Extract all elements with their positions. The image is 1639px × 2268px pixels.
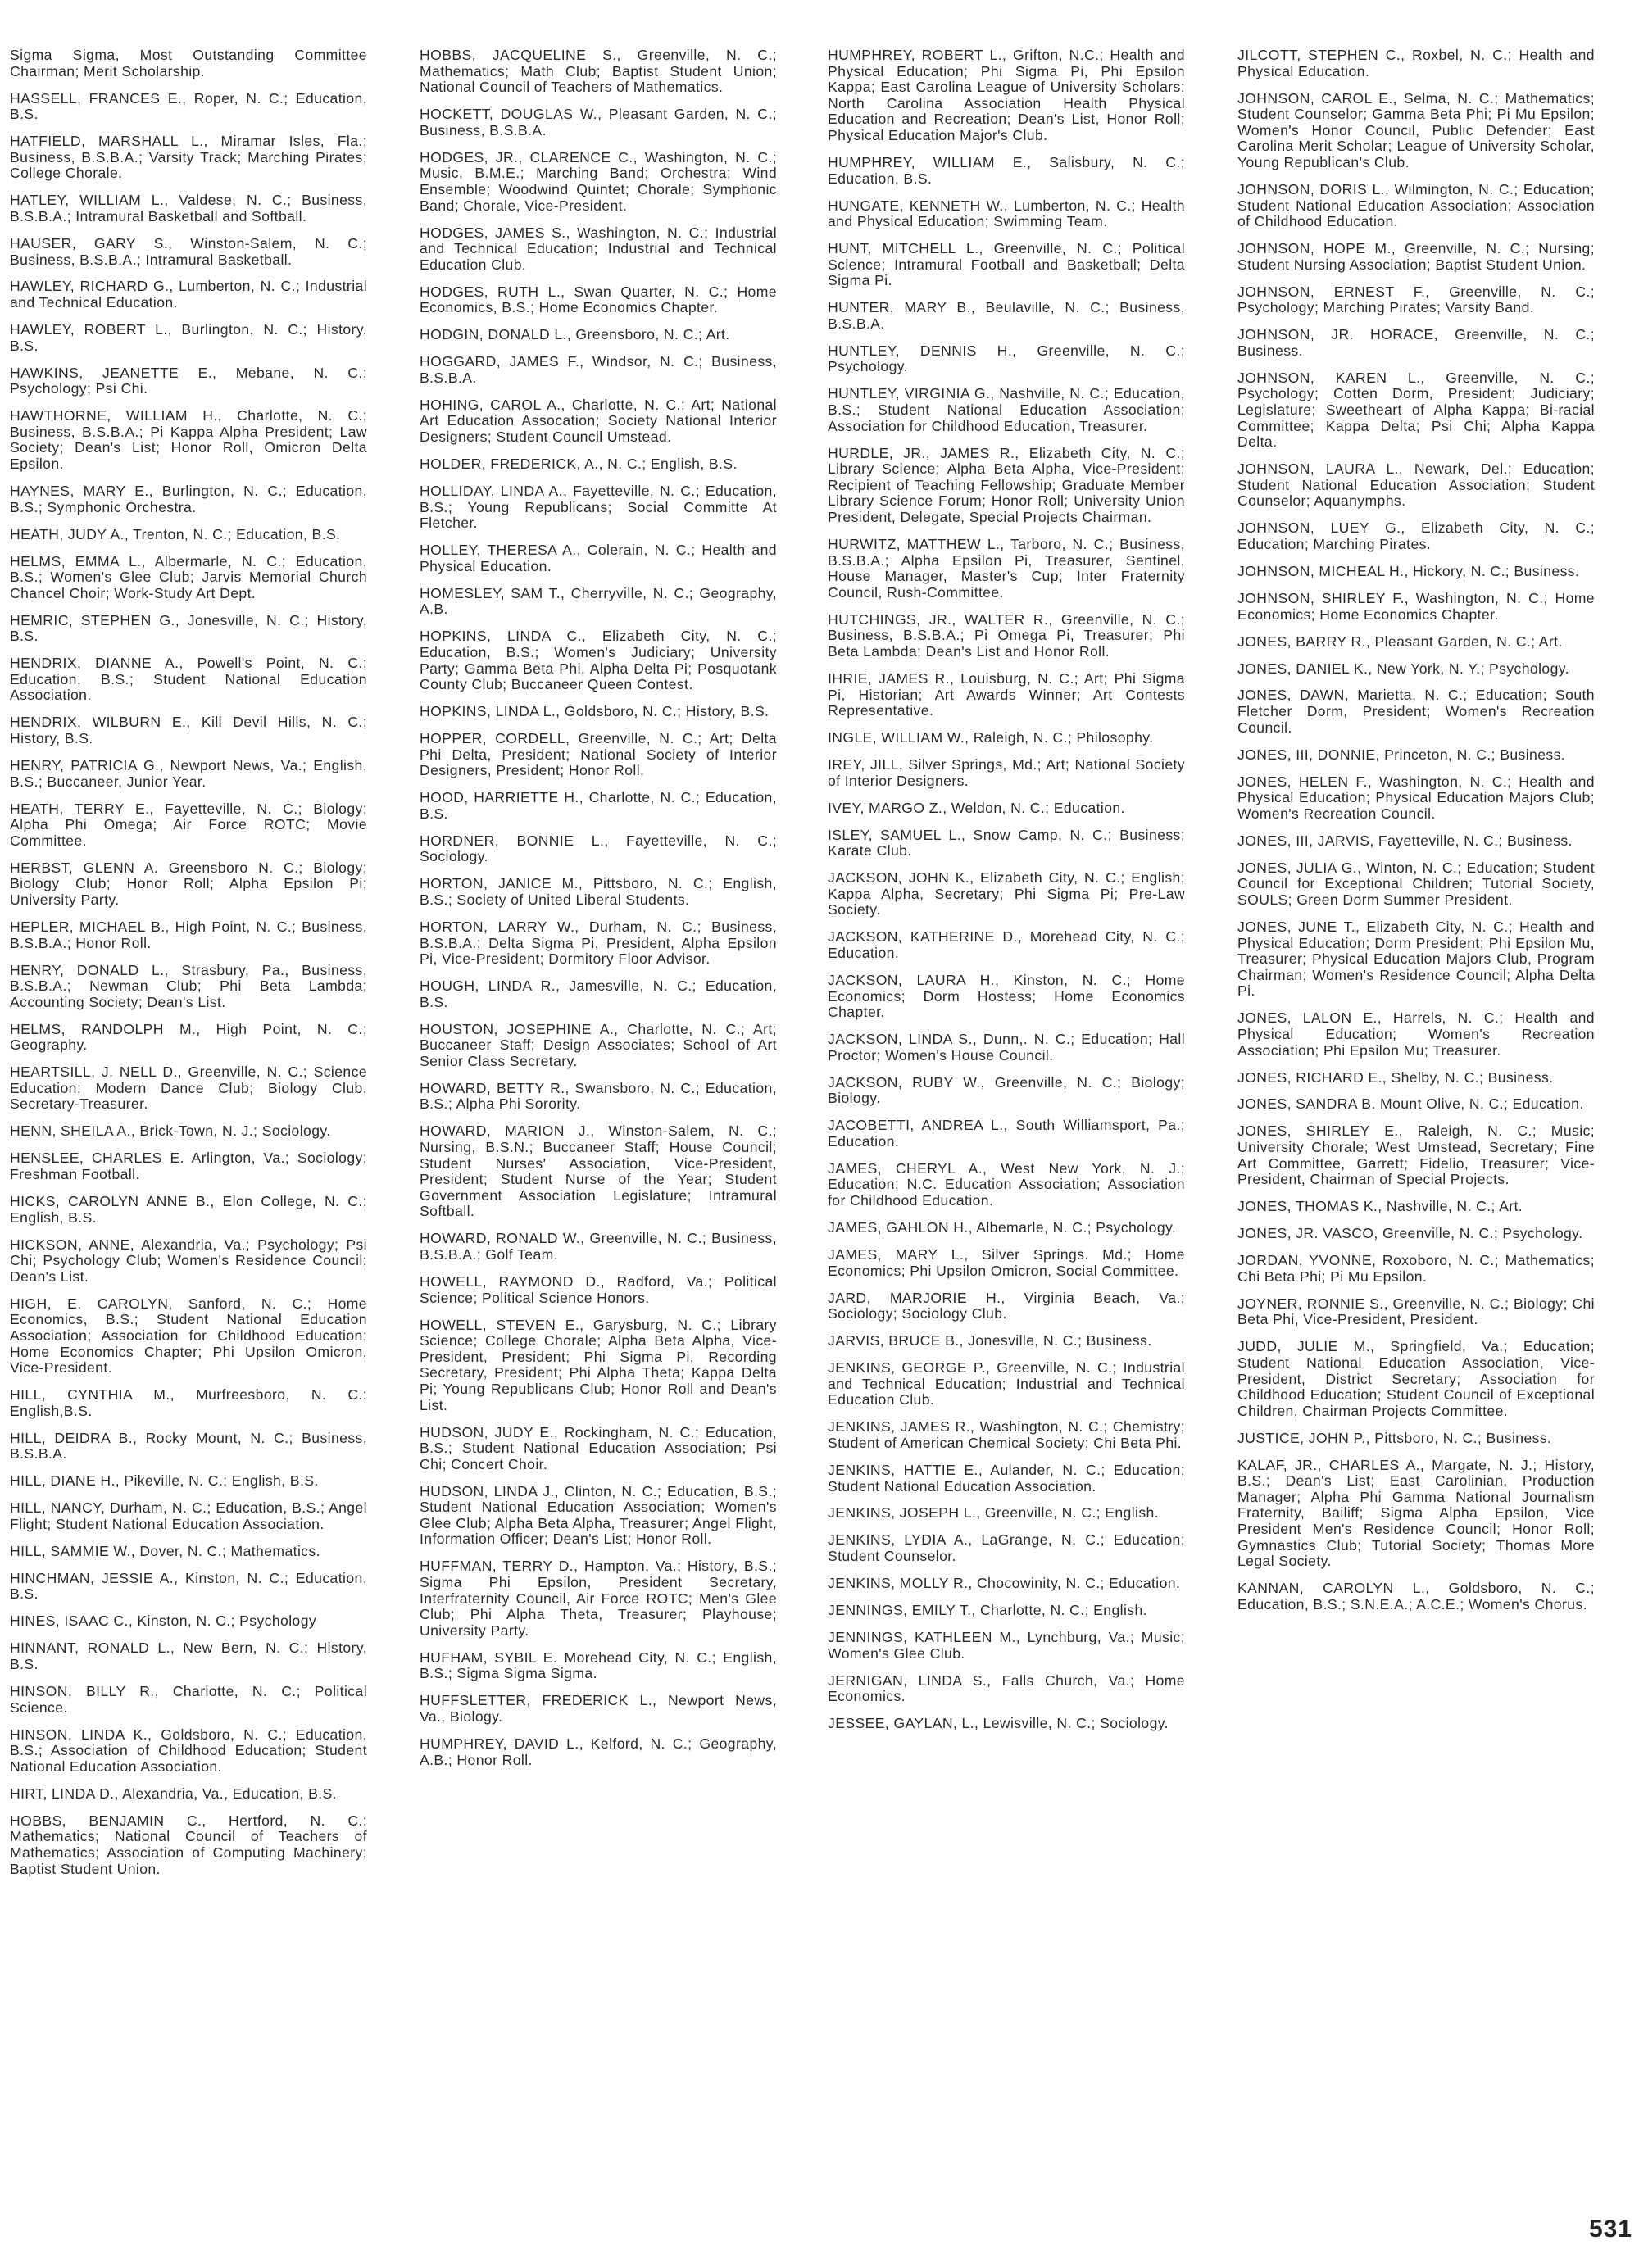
- student-entry: HICKSON, ANNE, Alexandria, Va.; Psychology; Psi Chi; Psychology Club; Women's Residence Council; Dean's List.: [10, 1236, 367, 1285]
- student-entry: JENKINS, GEORGE P., Greenville, N. C.; Industrial and Technical Education; Industrial and Technical Education Club.: [828, 1359, 1185, 1408]
- student-entry: HILL, SAMMIE W., Dover, N. C.; Mathematics.: [10, 1542, 320, 1559]
- student-entry: HERBST, GLENN A. Greensboro N. C.; Biology; Biology Club; Honor Roll; Alpha Epsilon Pi; University Party.: [10, 859, 367, 908]
- student-entry: ISLEY, SAMUEL L., Snow Camp, N. C.; Business; Karate Club.: [828, 826, 1185, 860]
- student-entry: HINES, ISAAC C., Kinston, N. C.; Psychology: [10, 1613, 317, 1630]
- student-entry: JONES, III, DONNIE, Princeton, N. C.; Business.: [1237, 746, 1566, 763]
- student-entry: JOHNSON, KAREN L., Greenville, N. C.; Psychology; Cotten Dorm, President; Judiciary; Legislature; Sweetheart of Alpha Kappa; Bi-racial Committee; Kappa Delta; Psi Chi; Alpha Kappa Delta.: [1237, 369, 1595, 451]
- student-entry: HOBBS, JACQUELINE S., Greenville, N. C.; Mathematics; Math Club; Baptist Student Union; National Council of Teachers of Mathematics.: [420, 47, 777, 96]
- student-entry: HOPKINS, LINDA C., Elizabeth City, N. C.; Education, B.S.; Women's Judiciary; University Party; Gamma Beta Phi, Alpha Delta Pi; Posquotank County Club; Buccaneer Queen Contest.: [420, 628, 777, 693]
- student-entry: JOHNSON, LAURA L., Newark, Del.; Education; Student National Education Association; Student Counselor; Aquanymphs.: [1237, 460, 1595, 510]
- student-entry: HENN, SHEILA A., Brick-Town, N. J.; Sociology.: [10, 1123, 331, 1140]
- text-column-3: [828, 48, 1185, 1743]
- student-entry: JONES, JULIA G., Winton, N. C.; Education; Student Council for Exceptional Children; Tutorial Society, SOULS; Green Dorm Summer President.: [1237, 859, 1595, 908]
- student-entry: JONES, HELEN F., Washington, N. C.; Health and Physical Education; Physical Education Majors Club; Women's Recreation Council.: [1237, 773, 1595, 822]
- student-entry: HOWARD, BETTY R., Swansboro, N. C.; Education, B.S.; Alpha Phi Sorority.: [420, 1079, 777, 1113]
- student-entry: HAWLEY, RICHARD G., Lumberton, N. C.; Industrial and Technical Education.: [10, 278, 367, 311]
- student-entry: HILL, DEIDRA B., Rocky Mount, N. C.; Business, B.S.B.A.: [10, 1429, 367, 1463]
- student-entry: JONES, LALON E., Harrels, N. C.; Health and Physical Education; Women's Recreation Association; Phi Epsilon Mu; Treasurer.: [1237, 1009, 1595, 1059]
- student-entry: HOCKETT, DOUGLAS W., Pleasant Garden, N. C.; Business, B.S.B.A.: [420, 106, 777, 138]
- student-entry: HINNANT, RONALD L., New Bern, N. C.; History, B.S.: [10, 1640, 367, 1672]
- student-entry: KANNAN, CAROLYN L., Goldsboro, N. C.; Education, B.S.; S.N.E.A.; A.C.E.; Women's Chorus.: [1237, 1580, 1595, 1613]
- student-entry: HAWKINS, JEANETTE E., Mebane, N. C.; Psychology; Psi Chi.: [10, 364, 367, 397]
- student-entry: HATLEY, WILLIAM L., Valdese, N. C.; Business, B.S.B.A.; Intramural Basketball and Softball.: [10, 192, 367, 225]
- student-entry: JENKINS, MOLLY R., Chocowinity, N. C.; Education.: [828, 1575, 1181, 1592]
- text-column-1: [10, 48, 367, 1888]
- student-entry: JAMES, GAHLON H., Albemarle, N. C.; Psychology.: [828, 1219, 1177, 1236]
- student-entry: JOHNSON, LUEY G., Elizabeth City, N. C.; Education; Marching Pirates.: [1237, 519, 1595, 552]
- student-entry: HINCHMAN, JESSIE A., Kinston, N. C.; Education, B.S.: [10, 1569, 367, 1603]
- student-entry: HUFHAM, SYBIL E. Morehead City, N. C.; English, B.S.; Sigma Sigma Sigma.: [420, 1649, 777, 1682]
- student-entry: KALAF, JR., CHARLES A., Margate, N. J.; History, B.S.; Dean's List; East Carolinian, Production Manager; Alpha Phi Gamma National Journalism Fraternity, Bailiff; Sigma Alpha Epsilon, Vice President Men's Residence Council; Honor Roll; Gymnastics Club; Tutorial Society; Thomas More Legal Society.: [1237, 1456, 1595, 1570]
- student-entry: JENNINGS, EMILY T., Charlotte, N. C.; English.: [828, 1602, 1147, 1619]
- student-entry: JARVIS, BRUCE B., Jonesville, N. C.; Business.: [828, 1332, 1152, 1349]
- student-entry: HUDSON, JUDY E., Rockingham, N. C.; Education, B.S.; Student National Education Association; Psi Chi; Concert Choir.: [420, 1423, 777, 1472]
- student-entry: JAMES, MARY L., Silver Springs. Md.; Home Economics; Phi Upsilon Omicron, Social Committee.: [828, 1246, 1185, 1279]
- student-entry: HEMRIC, STEPHEN G., Jonesville, N. C.; History, B.S.: [10, 611, 367, 645]
- student-entry: HAYNES, MARY E., Burlington, N. C.; Education, B.S.; Symphonic Orchestra.: [10, 482, 367, 515]
- student-entry: JACKSON, JOHN K., Elizabeth City, N. C.; English; Kappa Alpha, Secretary; Phi Sigma Pi; Pre-Law Society.: [828, 869, 1185, 919]
- student-entry: HUDSON, LINDA J., Clinton, N. C.; Education, B.S.; Student National Education Association; Women's Glee Club; Alpha Beta Alpha, Treasurer; Angel Flight, Information Officer; Dean's List; Honor Roll.: [420, 1482, 777, 1548]
- student-entry: JONES, THOMAS K., Nashville, N. C.; Art.: [1237, 1198, 1523, 1215]
- student-entry: JENKINS, HATTIE E., Aulander, N. C.; Education; Student National Education Association.: [828, 1461, 1185, 1495]
- student-entry: HODGIN, DONALD L., Greensboro, N. C.; Art.: [420, 326, 730, 343]
- student-entry: JOHNSON, ERNEST F., Greenville, N. C.; Psychology; Marching Pirates; Varsity Band.: [1237, 283, 1595, 316]
- student-entry: HELMS, EMMA L., Albermarle, N. C.; Education, B.S.; Women's Glee Club; Jarvis Memorial Church Chancel Choir; Work-Study Art Dept.: [10, 552, 367, 601]
- student-entry: JENKINS, JOSEPH L., Greenville, N. C.; English.: [828, 1504, 1160, 1522]
- student-entry: JONES, III, JARVIS, Fayetteville, N. C.; Business.: [1237, 832, 1573, 849]
- student-entry: HUMPHREY, ROBERT L., Grifton, N.C.; Health and Physical Education; Phi Sigma Pi, Phi Epsilon Kappa; East Carolina League of University Scholars; North Carolina Association Health Physical Education and Recreation; Dean's List, Honor Roll; Physical Education Major's Club.: [828, 47, 1185, 143]
- student-entry: HUFFMAN, TERRY D., Hampton, Va.; History, B.S.; Sigma Phi Epsilon, President Secretary, Interfraternity Council, Air Force ROTC; Men's Glee Club; Phi Alpha Theta, Treasurer; Playhouse; University Party.: [420, 1558, 777, 1639]
- student-entry: HODGES, JAMES S., Washington, N. C.; Industrial and Technical Education; Industrial and Technical Education Club.: [420, 224, 777, 273]
- student-entry: JONES, RICHARD E., Shelby, N. C.; Business.: [1237, 1068, 1554, 1086]
- student-entry: HASSELL, FRANCES E., Roper, N. C.; Education, B.S.: [10, 89, 367, 123]
- student-entry: JAMES, CHERYL A., West New York, N. J.; Education; N.C. Education Association; Association for Childhood Education.: [828, 1159, 1185, 1209]
- student-entry: HAUSER, GARY S., Winston-Salem, N. C.; Business, B.S.B.A.; Intramural Basketball.: [10, 234, 367, 268]
- student-entry: HUMPHREY, DAVID L., Kelford, N. C.; Geography, A.B.; Honor Roll.: [420, 1735, 777, 1768]
- student-entry: HICKS, CAROLYN ANNE B., Elon College, N. C.; English, B.S.: [10, 1193, 367, 1226]
- student-entry: JACKSON, LINDA S., Dunn,. N. C.; Education; Hall Proctor; Women's House Council.: [828, 1031, 1185, 1064]
- student-entry: JONES, JR. VASCO, Greenville, N. C.; Psychology.: [1237, 1225, 1583, 1242]
- student-entry: JARD, MARJORIE H., Virginia Beach, Va.; Sociology; Sociology Club.: [828, 1289, 1185, 1322]
- student-entry: JOYNER, RONNIE S., Greenville, N. C.; Biology; Chi Beta Phi, Vice-President, President.: [1237, 1295, 1595, 1328]
- student-entry: HOWARD, MARION J., Winston-Salem, N. C.; Nursing, B.S.N.; Buccaneer Staff; House Council; Student Nurses' Association, Vice-President, President; Student Nurse of the Year; Student Government Association Legislature; Intramural Softball.: [420, 1123, 777, 1220]
- student-entry: HUNTLEY, VIRGINIA G., Nashville, N. C.; Education, B.S.; Student National Education Association; Association for Childhood Education, Treasurer.: [828, 385, 1185, 434]
- student-entry: JOHNSON, JR. HORACE, Greenville, N. C.; Business.: [1237, 326, 1595, 359]
- student-entry: HOWELL, RAYMOND D., Radford, Va.; Political Science; Political Science Honors.: [420, 1273, 777, 1306]
- student-entry: JOHNSON, SHIRLEY F., Washington, N. C.; Home Economics; Home Economics Chapter.: [1237, 589, 1595, 623]
- student-entry: HUNTLEY, DENNIS H., Greenville, N. C.; Psychology.: [828, 342, 1185, 375]
- student-entry: IVEY, MARGO Z., Weldon, N. C.; Education.: [828, 799, 1125, 816]
- student-entry: JOHNSON, HOPE M., Greenville, N. C.; Nursing; Student Nursing Association; Baptist Student Union.: [1237, 240, 1595, 273]
- student-entry: JERNIGAN, LINDA S., Falls Church, Va.; Home Economics.: [828, 1672, 1185, 1705]
- student-entry: HORTON, JANICE M., Pittsboro, N. C.; English, B.S.; Society of United Liberal Students.: [420, 875, 777, 908]
- student-entry: HEPLER, MICHAEL B., High Point, N. C.; Business, B.S.B.A.; Honor Roll.: [10, 918, 367, 951]
- student-entry: JOHNSON, CAROL E., Selma, N. C.; Mathematics; Student Counselor; Gamma Beta Phi; Pi Mu Epsilon; Women's Honor Council, Public Defender; East Carolina Merit Scholar; League of University Scholar, Young Republican's Club.: [1237, 89, 1595, 170]
- student-entry: JONES, DANIEL K., New York, N. Y.; Psychology.: [1237, 660, 1569, 677]
- student-entry: HENRY, PATRICIA G., Newport News, Va.; English, B.S.; Buccaneer, Junior Year.: [10, 757, 367, 790]
- student-entry: HIRT, LINDA D., Alexandria, Va., Education, B.S.: [10, 1785, 337, 1802]
- student-entry: HINSON, LINDA K., Goldsboro, N. C.; Education, B.S.; Association of Childhood Education; Student National Education Association.: [10, 1726, 367, 1775]
- student-entry: HEARTSILL, J. NELL D., Greenville, N. C.; Science Education; Modern Dance Club; Biology Club, Secretary-Treasurer.: [10, 1064, 367, 1113]
- student-entry: INGLE, WILLIAM W., Raleigh, N. C.; Philosophy.: [828, 729, 1154, 746]
- student-entry: HILL, NANCY, Durham, N. C.; Education, B.S.; Angel Flight; Student National Education Association.: [10, 1499, 367, 1532]
- student-entry: HURWITZ, MATTHEW L., Tarboro, N. C.; Business, B.S.B.A.; Alpha Epsilon Pi, Treasurer, Sentinel, House Manager, Master's Cup; Inter Fraternity Council, Rush-Committee.: [828, 535, 1185, 601]
- student-entry: JONES, SANDRA B. Mount Olive, N. C.; Education.: [1237, 1095, 1584, 1113]
- student-entry: JACKSON, KATHERINE D., Morehead City, N. C.; Education.: [828, 928, 1185, 961]
- student-entry: HUNTER, MARY B., Beulaville, N. C.; Business, B.S.B.A.: [828, 299, 1185, 332]
- student-entry: HUFFSLETTER, FREDERICK L., Newport News, Va., Biology.: [420, 1692, 777, 1725]
- student-entry: JACKSON, RUBY W., Greenville, N. C.; Biology; Biology.: [828, 1073, 1185, 1107]
- student-entry: JONES, SHIRLEY E., Raleigh, N. C.; Music; University Chorale; West Umstead, Secretary; Fine Art Committee, Garrett; Fidelio, Treasurer; Vice-President, Chairman of Special Projects.: [1237, 1123, 1595, 1188]
- student-entry: HENSLEE, CHARLES E. Arlington, Va.; Sociology; Freshman Football.: [10, 1150, 367, 1183]
- text-column-4: [1237, 48, 1595, 1624]
- student-entry: HOMESLEY, SAM T., Cherryville, N. C.; Geography, A.B.: [420, 584, 777, 618]
- student-entry: HOPPER, CORDELL, Greenville, N. C.; Art; Delta Phi Delta, President; National Society of Interior Designers, President; Honor Roll.: [420, 730, 777, 779]
- student-entry: IHRIE, JAMES R., Louisburg, N. C.; Art; Phi Sigma Pi, Historian; Art Awards Winner; Art Contests Representative.: [828, 669, 1185, 719]
- student-entry: HOGGARD, JAMES F., Windsor, N. C.; Business, B.S.B.A.: [420, 353, 777, 386]
- student-entry: JENNINGS, KATHLEEN M., Lynchburg, Va.; Music; Women's Glee Club.: [828, 1629, 1185, 1662]
- student-entry: JONES, DAWN, Marietta, N. C.; Education; South Fletcher Dorm, President; Women's Recreation Council.: [1237, 687, 1595, 736]
- student-entry: HILL, DIANE H., Pikeville, N. C.; English, B.S.: [10, 1472, 319, 1490]
- student-entry: HUTCHINGS, JR., WALTER R., Greenville, N. C.; Business, B.S.B.A.; Pi Omega Pi, Treasurer; Phi Beta Lambda; Dean's List and Honor Roll.: [828, 610, 1185, 660]
- student-entry: HEATH, TERRY E., Fayetteville, N. C.; Biology; Alpha Phi Omega; Air Force ROTC; Movie Committee.: [10, 800, 367, 849]
- student-entry: HINSON, BILLY R., Charlotte, N. C.; Political Science.: [10, 1682, 367, 1716]
- student-entry: HOLDER, FREDERICK, A., N. C.; English, B.S.: [420, 456, 738, 472]
- student-entry: HENRY, DONALD L., Strasbury, Pa., Business, B.S.B.A.; Newman Club; Phi Beta Lambda; Accounting Society; Dean's List.: [10, 961, 367, 1010]
- student-entry: JONES, JUNE T., Elizabeth City, N. C.; Health and Physical Education; Dorm President; Phi Epsilon Mu, Treasurer; Physical Education Majors Club, Program Chairman; Women's Residence Council; Alpha Delta Pi.: [1237, 918, 1595, 1000]
- student-entry: JENKINS, JAMES R., Washington, N. C.; Chemistry; Student of American Chemical Society; Chi Beta Phi.: [828, 1418, 1185, 1451]
- student-entry: HOBBS, BENJAMIN C., Hertford, N. C.; Mathematics; National Council of Teachers of Mathematics; Association of Computing Machinery; Baptist Student Union.: [10, 1812, 367, 1877]
- student-entry: HOLLEY, THERESA A., Colerain, N. C.; Health and Physical Education.: [420, 542, 777, 574]
- student-entry: JESSEE, GAYLAN, L., Lewisville, N. C.; Sociology.: [828, 1715, 1169, 1732]
- student-entry: HENDRIX, DIANNE A., Powell's Point, N. C.; Education, B.S.; Student National Education Association.: [10, 655, 367, 704]
- student-entry: HENDRIX, WILBURN E., Kill Devil Hills, N. C.; History, B.S.: [10, 714, 367, 747]
- student-entry: HOUSTON, JOSEPHINE A., Charlotte, N. C.; Art; Buccaneer Staff; Design Associates; School of Art Senior Class Secretary.: [420, 1020, 777, 1069]
- student-entry: HUNGATE, KENNETH W., Lumberton, N. C.; Health and Physical Education; Swimming Team.: [828, 197, 1185, 230]
- student-entry: HORDNER, BONNIE L., Fayetteville, N. C.; Sociology.: [420, 832, 777, 865]
- student-entry: HORTON, LARRY W., Durham, N. C.; Business, B.S.B.A.; Delta Sigma Pi, President, Alpha Epsilon Pi, Vice-President; Dormitory Floor Advisor.: [420, 918, 777, 968]
- student-entry: HOHING, CAROL A., Charlotte, N. C.; Art; National Art Education Assocation; Society National Interior Designers; Student Council Umstead.: [420, 396, 777, 446]
- page-number: 531: [1588, 2216, 1632, 2243]
- student-entry: HOWARD, RONALD W., Greenville, N. C.; Business, B.S.B.A.; Golf Team.: [420, 1230, 777, 1263]
- student-entry: HAWLEY, ROBERT L., Burlington, N. C.; History, B.S.: [10, 321, 367, 354]
- student-entry: JUSTICE, JOHN P., Pittsboro, N. C.; Business.: [1237, 1429, 1552, 1446]
- student-entry: HUNT, MITCHELL L., Greenville, N. C.; Political Science; Intramural Football and Basketball; Delta Sigma Pi.: [828, 240, 1185, 289]
- student-entry: HURDLE, JR., JAMES R., Elizabeth City, N. C.; Library Science; Alpha Beta Alpha, Vice-President; Recipient of Teaching Fellowship; Graduate Member Library Science Forum; Honor Roll; University Union President, Delegate, Special Projects Chairman.: [828, 444, 1185, 525]
- student-entry: HOOD, HARRIETTE H., Charlotte, N. C.; Education, B.S.: [420, 789, 777, 822]
- student-entry: HELMS, RANDOLPH M., High Point, N. C.; Geography.: [10, 1020, 367, 1054]
- student-entry: HOLLIDAY, LINDA A., Fayetteville, N. C.; Education, B.S.; Young Republicans; Social Committe At Fletcher.: [420, 482, 777, 532]
- student-entry: HATFIELD, MARSHALL L., Miramar Isles, Fla.; Business, B.S.B.A.; Varsity Track; Marching Pirates; College Chorale.: [10, 133, 367, 182]
- student-entry: JORDAN, YVONNE, Roxoboro, N. C.; Mathematics; Chi Beta Phi; Pi Mu Epsilon.: [1237, 1252, 1595, 1285]
- student-entry: JOHNSON, MICHEAL H., Hickory, N. C.; Business.: [1237, 562, 1580, 579]
- student-entry: HOWELL, STEVEN E., Garysburg, N. C.; Library Science; College Chorale; Alpha Beta Alpha, Vice-President, President; Phi Sigma Pi, Recording Secretary, President; Phi Alpha Theta; Kappa Delta Pi; Young Republicans Club; Honor Roll and Dean's List.: [420, 1316, 777, 1413]
- student-entry: HIGH, E. CAROLYN, Sanford, N. C.; Home Economics, B.S.; Student National Education Association; Association for Childhood Education; Home Economics Chapter; Phi Upsilon Omicron, Vice-President.: [10, 1295, 367, 1377]
- student-entry: IREY, JILL, Silver Springs, Md.; Art; National Society of Interior Designers.: [828, 756, 1185, 789]
- student-entry: JENKINS, LYDIA A., LaGrange, N. C.; Education; Student Counselor.: [828, 1531, 1185, 1565]
- text-column-2: [420, 48, 777, 1780]
- student-entry: JACKSON, LAURA H., Kinston, N. C.; Home Economics; Dorm Hostess; Home Economics Chapter.: [828, 971, 1185, 1021]
- student-entry: HODGES, JR., CLARENCE C., Washington, N. C.; Music, B.M.E.; Marching Band; Orchestra; Wind Ensemble; Woodwind Quintet; Chorale; Symphonic Band; Chorale, Vice-President.: [420, 148, 777, 214]
- student-entry: HOPKINS, LINDA L., Goldsboro, N. C.; History, B.S.: [420, 703, 770, 720]
- student-entry: HOUGH, LINDA R., Jamesville, N. C.; Education, B.S.: [420, 978, 777, 1010]
- student-entry: JOHNSON, DORIS L., Wilmington, N. C.; Education; Student National Education Association; Association of Childhood Education.: [1237, 180, 1595, 230]
- student-entry: JUDD, JULIE M., Springfield, Va.; Education; Student National Education Association, Vice-President, District Secretary; Association for Childhood Education; Student Council of Exceptional Children, Chairman Projects Committee.: [1237, 1338, 1595, 1419]
- student-entry: HUMPHREY, WILLIAM E., Salisbury, N. C.; Education, B.S.: [828, 153, 1185, 187]
- student-entry: Sigma Sigma, Most Outstanding Committee Chairman; Merit Scholarship.: [10, 47, 367, 79]
- student-entry: HILL, CYNTHIA M., Murfreesboro, N. C.; English,B.S.: [10, 1386, 367, 1419]
- student-entry: HEATH, JUDY A., Trenton, N. C.; Education, B.S.: [10, 525, 341, 542]
- student-entry: JACOBETTI, ANDREA L., South Williamsport, Pa.; Education.: [828, 1117, 1185, 1150]
- student-entry: JONES, BARRY R., Pleasant Garden, N. C.; Art.: [1237, 633, 1563, 650]
- student-entry: JILCOTT, STEPHEN C., Roxbel, N. C.; Health and Physical Education.: [1237, 47, 1595, 79]
- student-entry: HODGES, RUTH L., Swan Quarter, N. C.; Home Economics, B.S.; Home Economics Chapter.: [420, 283, 777, 316]
- student-entry: HAWTHORNE, WILLIAM H., Charlotte, N. C.; Business, B.S.B.A.; Pi Kappa Alpha President; Law Society; Dean's List; Honor Roll, Omicron Delta Epsilon.: [10, 407, 367, 472]
